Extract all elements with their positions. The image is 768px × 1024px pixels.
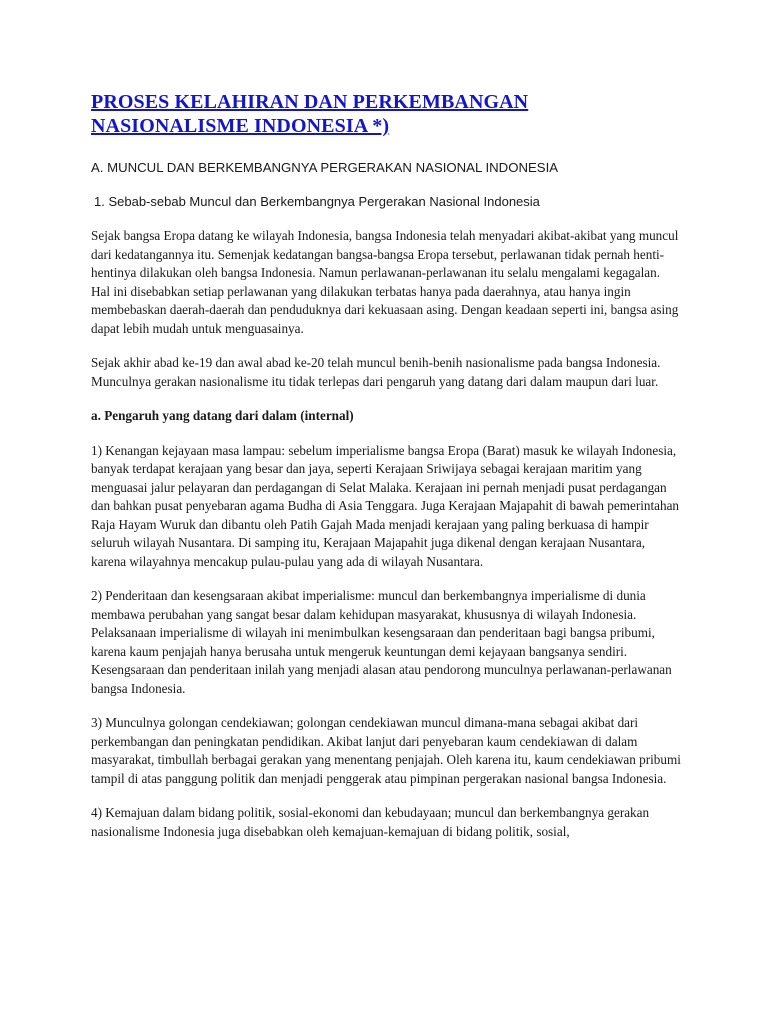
internal-point-2: 2) Penderitaan dan kesengsaraan akibat imperialisme: muncul dan berkembangnya imperialisme di dunia membawa perubahan yang sangat besar dalam kehidupan masyarakat, khususnya di wilayah Indonesia. Pelaksanaan imperialisme di wilayah ini menimbulkan kesengsaraan dan penderitaan bagi bangsa pribumi, karena kaum penjajah hanya berusaha untuk mengeruk keuntungan demi kejayaan bangsanya sendiri. Kesengsaraan dan penderitaan inilah yang menjadi alasan atau pendorong munculnya perlawanan-perlawanan bangsa Indonesia.: [91, 588, 672, 696]
subsection-heading: 1. Sebab-sebab Muncul dan Berkembangnya Pergerakan Nasional Indonesia: [94, 194, 540, 209]
internal-point-3: 3) Munculnya golongan cendekiawan; golongan cendekiawan muncul dimana-mana sebagai akibat dari perkembangan dan peningkatan pendidikan. Akibat lanjut dari penyebaran kaum cendekiawan di dalam masyarakat, timbullah berbagai gerakan yang menentang penjajah. Oleh karena itu, kaum cendekiawan pribumi tampil di atas panggung politik dan menjadi penggerak atau pimpinan pergerakan nasional bangsa Indonesia.: [91, 715, 681, 786]
internal-influence-heading: a. Pengaruh yang datang dari dalam (internal): [91, 408, 354, 423]
document-title-link[interactable]: PROSES KELAHIRAN DAN PERKEMBANGAN NASIONALISME INDONESIA *): [91, 91, 529, 137]
intro-paragraph: Sejak bangsa Eropa datang ke wilayah Indonesia, bangsa Indonesia telah menyadari akibat-akibat yang muncul dari kedatangannya itu. Semenjak kedatangan bangsa-bangsa Eropa tersebut, perlawanan tidak pernah henti-hentinya dilakukan oleh bangsa Indonesia. Namun perlawanan-perlawanan itu selalu mengalami kegagalan. Hal ini disebabkan setiap perlawanan yang dilakukan terbatas hanya pada daerahnya, atau hanya ingin membebaskan daerah-daerah dan penduduknya dari kekuasaan asing. Dengan keadaan seperti ini, bangsa asing dapat lebih mudah untuk menguasainya.: [91, 228, 679, 336]
nationalism-paragraph: Sejak akhir abad ke-19 dan awal abad ke-20 telah muncul benih-benih nasionalisme pada bangsa Indonesia. Munculnya gerakan nasionalisme itu tidak terlepas dari pengaruh yang datang dari dalam maupun dari luar.: [91, 355, 661, 389]
document-page: [91, 90, 681, 857]
internal-point-1: 1) Kenangan kejayaan masa lampau: sebelum imperialisme bangsa Eropa (Barat) masuk ke wilayah Indonesia, banyak terdapat kerajaan yang besar dan jaya, seperti Kerajaan Sriwijaya sebagai kerajaan maritim yang menguasai jalur pelayaran dan perdagangan di Selat Malaka. Kerajaan ini pernah menjadi pusat perdagangan dan bahkan pusat penyebaran agama Budha di Asia Tenggara. Juga Kerajaan Majapahit di bawah pemerintahan Raja Hayam Wuruk dan dibantu oleh Patih Gajah Mada menjadi kerajaan yang paling berkuasa di hampir seluruh wilayah Nusantara. Di samping itu, Kerajaan Majapahit juga dikenal dengan kerajaan Nusantara, karena wilayahnya mencakup pulau-pulau yang ada di wilayah Nusantara.: [91, 442, 680, 569]
section-heading: A. MUNCUL DAN BERKEMBANGNYA PERGERAKAN NASIONAL INDONESIA: [91, 160, 559, 175]
internal-point-4: 4) Kemajuan dalam bidang politik, sosial-ekonomi dan kebudayaan; muncul dan berkembangnya gerakan nasionalisme Indonesia juga disebabkan oleh kemajuan-kemajuan di bidang politik, sosial,: [91, 805, 650, 839]
